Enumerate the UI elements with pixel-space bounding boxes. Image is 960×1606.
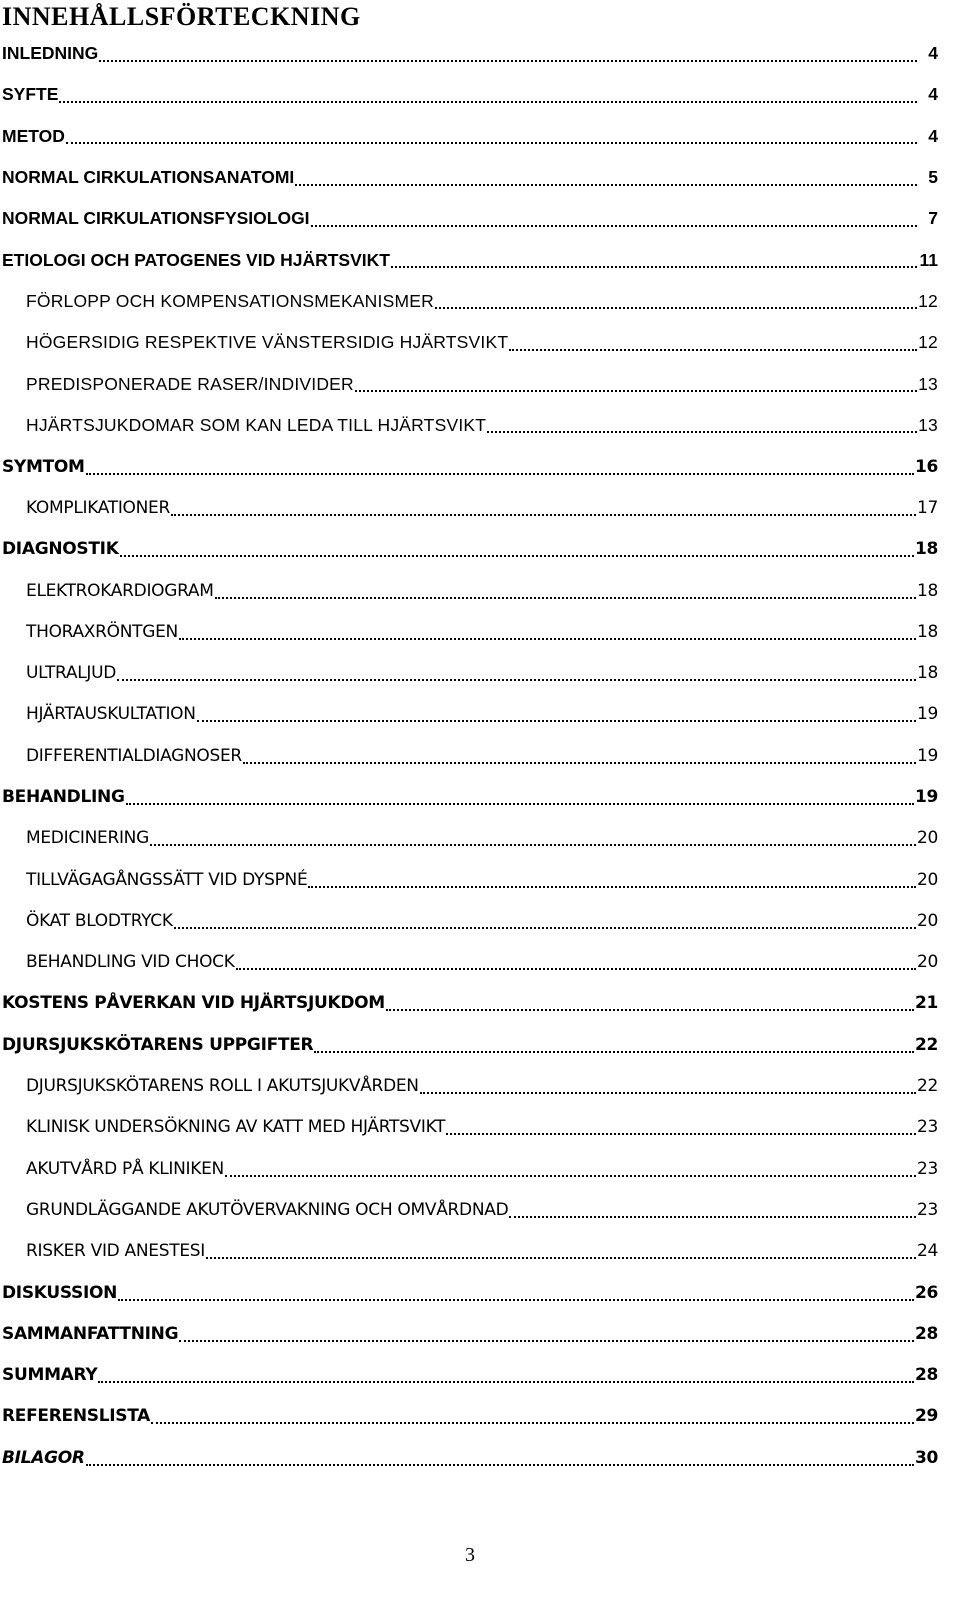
toc-entry-page-number: 20 bbox=[916, 828, 938, 849]
dot-leader bbox=[446, 1133, 916, 1135]
toc-entry-label: HÖGERSIDIG RESPEKTIVE VÄNSTERSIDIG HJÄRTSVIKT bbox=[26, 332, 509, 353]
toc-entry[interactable] bbox=[0, 983, 960, 1024]
toc-entry-label: DJURSJUKSKÖTARENS UPPGIFTER bbox=[2, 1034, 314, 1055]
toc-entry[interactable] bbox=[0, 652, 960, 693]
dot-leader bbox=[355, 390, 917, 392]
toc-entry-label: SUMMARY bbox=[2, 1365, 98, 1386]
toc-entry[interactable] bbox=[0, 157, 960, 198]
dot-leader bbox=[59, 101, 917, 103]
toc-entry-label: DJURSJUKSKÖTARENS ROLL I AKUTSJUKVÅRDEN bbox=[26, 1076, 419, 1097]
toc-entry-page-number: 7 bbox=[928, 208, 938, 229]
dot-leader bbox=[206, 1257, 916, 1259]
toc-entry-label: REFERENSLISTA bbox=[2, 1406, 151, 1427]
toc-entry-page-number: 23 bbox=[916, 1158, 938, 1179]
toc-entry-page-number: 26 bbox=[914, 1282, 938, 1303]
dot-leader bbox=[117, 679, 916, 681]
toc-entry-page-number: 20 bbox=[916, 910, 938, 931]
dot-leader bbox=[391, 266, 917, 268]
toc-entry-page-number: 12 bbox=[918, 290, 938, 311]
toc-entry[interactable] bbox=[0, 529, 960, 570]
toc-entry-label: SYFTE bbox=[2, 84, 59, 105]
toc-entry-page-number: 18 bbox=[916, 580, 938, 601]
dot-leader bbox=[197, 720, 916, 722]
toc-entry-page-number: 18 bbox=[916, 621, 938, 642]
toc-entry-label: ETIOLOGI OCH PATOGENES VID HJÄRTSVIKT bbox=[2, 249, 390, 270]
dot-leader bbox=[150, 844, 916, 846]
toc-entry[interactable] bbox=[0, 1148, 960, 1189]
dot-leader bbox=[179, 638, 916, 640]
toc-entry-label: DIAGNOSTIK bbox=[2, 539, 119, 560]
dot-leader bbox=[118, 1299, 914, 1301]
dot-leader bbox=[86, 1464, 914, 1466]
toc-entry[interactable] bbox=[0, 900, 960, 941]
toc-entry-label: HJÄRTAUSKULTATION bbox=[26, 704, 196, 725]
dot-leader bbox=[225, 1175, 916, 1177]
toc-entry-label: INLEDNING bbox=[2, 43, 99, 64]
toc-entry[interactable] bbox=[0, 322, 960, 363]
dot-leader bbox=[509, 1216, 916, 1218]
toc-entry-page-number: 22 bbox=[916, 1076, 938, 1097]
toc-entry-page-number: 21 bbox=[914, 993, 938, 1014]
toc-entry-page-number: 23 bbox=[916, 1199, 938, 1220]
toc-entry[interactable] bbox=[0, 1107, 960, 1148]
toc-entry-page-number: 12 bbox=[918, 332, 938, 353]
toc-entry-label: GRUNDLÄGGANDE AKUTÖVERVAKNING OCH OMVÅRDNAD bbox=[26, 1199, 509, 1220]
toc-entry-page-number: 13 bbox=[918, 373, 938, 394]
dot-leader bbox=[314, 1051, 914, 1053]
dot-leader bbox=[215, 597, 916, 599]
dot-leader bbox=[126, 803, 914, 805]
toc-entry[interactable] bbox=[0, 33, 960, 74]
dot-leader bbox=[308, 886, 916, 888]
toc-entry-label: HJÄRTSJUKDOMAR SOM KAN LEDA TILL HJÄRTSVIKT bbox=[26, 414, 487, 435]
dot-leader bbox=[420, 1092, 916, 1094]
toc-entry-label: AKUTVÅRD PÅ KLINIKEN bbox=[26, 1158, 224, 1179]
toc-entry-label: ELEKTROKARDIOGRAM bbox=[26, 580, 214, 601]
toc-entry-label: DIFFERENTIALDIAGNOSER bbox=[26, 745, 242, 766]
toc-entry-label: SAMMANFATTNING bbox=[2, 1323, 179, 1344]
toc-entry-label: NORMAL CIRKULATIONSFYSIOLOGI bbox=[2, 208, 310, 229]
page-title: INNEHÅLLSFÖRTECKNING bbox=[2, 2, 361, 31]
dot-leader bbox=[295, 184, 917, 186]
toc-entry-page-number: 22 bbox=[914, 1034, 938, 1055]
toc-entry-page-number: 19 bbox=[916, 745, 938, 766]
toc-entry[interactable] bbox=[0, 1065, 960, 1106]
dot-leader bbox=[66, 142, 917, 144]
toc-entry[interactable] bbox=[0, 1355, 960, 1396]
toc-entry-page-number: 5 bbox=[928, 167, 938, 188]
toc-entry-page-number: 4 bbox=[928, 43, 938, 64]
dot-leader bbox=[435, 307, 917, 309]
toc-entry-label: RISKER VID ANESTESI bbox=[26, 1241, 205, 1262]
toc-entry[interactable] bbox=[0, 239, 960, 280]
toc-entry[interactable] bbox=[0, 1189, 960, 1230]
toc-entry[interactable] bbox=[0, 818, 960, 859]
toc-entry-label: BEHANDLING bbox=[2, 786, 125, 807]
dot-leader bbox=[86, 473, 914, 475]
toc-entry-page-number: 20 bbox=[916, 869, 938, 890]
toc-entry-label: KLINISK UNDERSÖKNING AV KATT MED HJÄRTSVIKT bbox=[26, 1117, 446, 1138]
toc-entry-label: BILAGOR bbox=[2, 1447, 85, 1468]
page-number: 3 bbox=[465, 1544, 475, 1566]
toc-entry-page-number: 19 bbox=[916, 704, 938, 725]
dot-leader bbox=[151, 1422, 914, 1424]
toc-entry[interactable] bbox=[0, 735, 960, 776]
toc-entry[interactable] bbox=[0, 74, 960, 115]
toc-entry-page-number: 4 bbox=[928, 84, 938, 105]
toc-entry[interactable] bbox=[0, 1313, 960, 1354]
toc-entry-label: THORAXRÖNTGEN bbox=[26, 621, 178, 642]
toc-entry[interactable] bbox=[0, 446, 960, 487]
toc-entry-page-number: 30 bbox=[914, 1447, 938, 1468]
toc-entry-label: FÖRLOPP OCH KOMPENSATIONSMEKANISMER bbox=[26, 290, 434, 311]
dot-leader bbox=[174, 927, 916, 929]
toc-entry-label: TILLVÄGAGÅNGSSÄTT VID DYSPNÉ bbox=[26, 869, 308, 890]
toc-entry[interactable] bbox=[0, 487, 960, 528]
toc-entry[interactable] bbox=[0, 1024, 960, 1065]
toc-entry[interactable] bbox=[0, 942, 960, 983]
toc-entry-page-number: 28 bbox=[914, 1365, 938, 1386]
dot-leader bbox=[386, 1009, 914, 1011]
toc-entry-page-number: 24 bbox=[916, 1241, 938, 1262]
toc-entry[interactable] bbox=[0, 611, 960, 652]
dot-leader bbox=[179, 1340, 914, 1342]
toc-entry-page-number: 29 bbox=[914, 1406, 938, 1427]
toc-entry-page-number: 4 bbox=[928, 125, 938, 146]
toc-entry[interactable] bbox=[0, 1396, 960, 1437]
toc-entry[interactable] bbox=[0, 116, 960, 157]
toc-entry-label: BEHANDLING VID CHOCK bbox=[26, 952, 235, 973]
toc-entry-page-number: 23 bbox=[916, 1117, 938, 1138]
dot-leader bbox=[311, 225, 917, 227]
toc-entry[interactable] bbox=[0, 1437, 960, 1478]
toc-entry-label: NORMAL CIRKULATIONSANATOMI bbox=[2, 167, 295, 188]
dot-leader bbox=[171, 514, 916, 516]
toc-entry[interactable] bbox=[0, 1272, 960, 1313]
dot-leader bbox=[99, 60, 917, 62]
toc-entry[interactable] bbox=[0, 776, 960, 817]
toc-entry-page-number: 20 bbox=[916, 952, 938, 973]
toc-entry-page-number: 16 bbox=[914, 456, 938, 477]
toc-entry-page-number: 19 bbox=[914, 786, 938, 807]
toc-entry[interactable] bbox=[0, 1231, 960, 1272]
toc-entry-page-number: 28 bbox=[914, 1323, 938, 1344]
toc-entry-label: METOD bbox=[2, 125, 65, 146]
toc-entry-label: MEDICINERING bbox=[26, 828, 149, 849]
dot-leader bbox=[509, 349, 917, 351]
toc-entry-label: ULTRALJUD bbox=[26, 663, 117, 684]
toc-entry-label: KOMPLIKATIONER bbox=[26, 497, 171, 518]
toc-entry-page-number: 18 bbox=[916, 663, 938, 684]
toc-entry-page-number: 17 bbox=[916, 497, 938, 518]
toc-entry[interactable] bbox=[0, 570, 960, 611]
toc-entry-label: DISKUSSION bbox=[2, 1282, 118, 1303]
toc-entry-page-number: 11 bbox=[919, 249, 938, 270]
toc-entry-label: PREDISPONERADE RASER/INDIVIDER bbox=[26, 373, 354, 394]
toc-entry-page-number: 18 bbox=[914, 539, 938, 560]
toc-entry[interactable] bbox=[0, 363, 960, 404]
table-of-contents bbox=[0, 33, 960, 1478]
toc-entry[interactable] bbox=[0, 694, 960, 735]
dot-leader bbox=[98, 1381, 914, 1383]
toc-entry-page-number: 13 bbox=[918, 414, 938, 435]
dot-leader bbox=[236, 968, 916, 970]
toc-entry[interactable] bbox=[0, 405, 960, 446]
toc-entry[interactable] bbox=[0, 859, 960, 900]
dot-leader bbox=[243, 762, 916, 764]
toc-entry-label: SYMTOM bbox=[2, 456, 85, 477]
dot-leader bbox=[120, 555, 914, 557]
toc-entry-label: ÖKAT BLODTRYCK bbox=[26, 910, 173, 931]
toc-entry-label: KOSTENS PÅVERKAN VID HJÄRTSJUKDOM bbox=[2, 993, 385, 1014]
toc-entry[interactable] bbox=[0, 198, 960, 239]
dot-leader bbox=[487, 431, 917, 433]
toc-entry[interactable] bbox=[0, 281, 960, 322]
